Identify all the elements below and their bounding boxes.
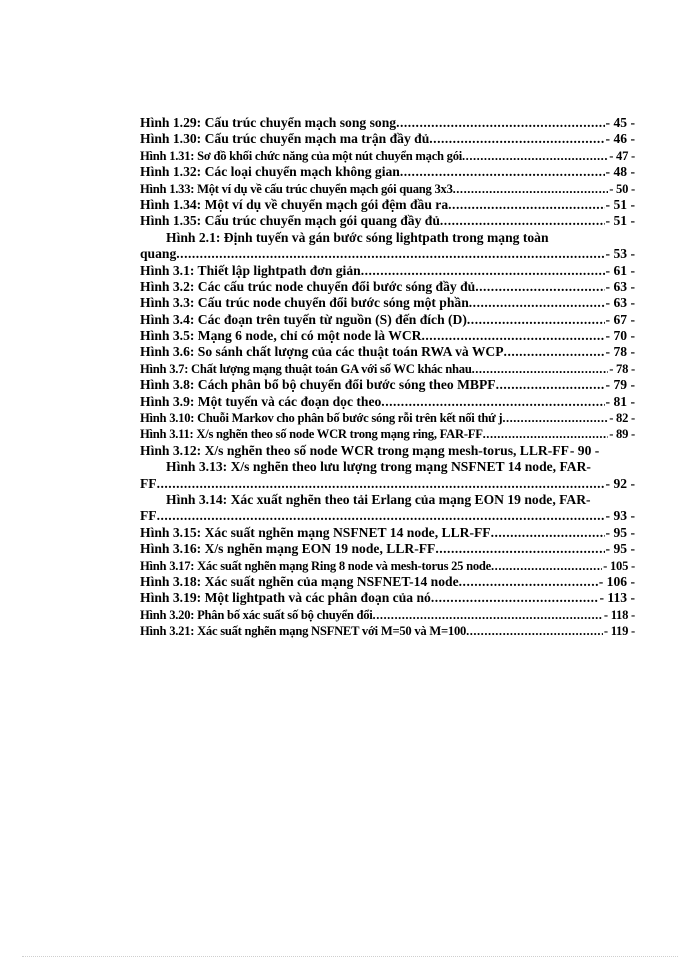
toc-entry[interactable] (140, 295, 635, 311)
entry-page: - 78 - (609, 361, 635, 376)
dot-leader (396, 115, 604, 131)
entry-title: Hình 3.8: Cách phân bổ bộ chuyển đổi bước sóng theo MBPF (140, 377, 496, 393)
page-bottom-border (22, 956, 678, 957)
entry-page: - 51 - (605, 196, 635, 212)
toc-entry-line-1[interactable] (140, 230, 635, 246)
entry-page: - 45 - (605, 115, 635, 130)
entry-page: - 47 - (609, 148, 635, 163)
entry-title: Hình 3.9: Một tuyến và các đoạn dọc theo (140, 393, 382, 409)
list-of-figures (140, 115, 635, 640)
entry-page: - 53 - (605, 246, 635, 262)
entry-title: Hình 3.6: So sánh chất lượng của các thuật toán RWA và WCP (140, 344, 504, 360)
dot-leader (469, 295, 605, 311)
entry-title: Hình 1.30: Cấu trúc chuyển mạch ma trận đầy đủ (140, 131, 430, 147)
entry-page: - 118 - (603, 607, 635, 622)
dot-leader (157, 508, 605, 524)
toc-entry[interactable] (140, 164, 635, 180)
entry-page: - 79 - (605, 377, 635, 393)
toc-entry[interactable] (140, 312, 635, 328)
toc-entry[interactable] (140, 213, 635, 229)
toc-entry-line-1[interactable] (140, 459, 635, 475)
entry-page: - 50 - (609, 181, 635, 196)
dot-leader (373, 607, 603, 623)
entry-page: - 46 - (605, 131, 635, 147)
dot-leader (502, 410, 608, 426)
toc-entry[interactable] (140, 328, 635, 344)
dot-leader (475, 279, 604, 295)
entry-page: - 119 - (603, 624, 635, 639)
entry-title: Hình 1.29: Cấu trúc chuyển mạch song song (140, 115, 397, 130)
toc-entry[interactable] (140, 394, 635, 410)
entry-title: Hình 3.4: Các đoạn trên tuyến từ nguồn (S) đến đích (D) (140, 311, 467, 327)
entry-page: - 67 - (605, 311, 635, 327)
dot-leader (483, 426, 609, 442)
dot-leader (491, 525, 605, 541)
toc-entry[interactable] (140, 525, 635, 541)
entry-title: Hình 3.1: Thiết lập lightpath đơn giản (140, 262, 361, 278)
entry-page: - 106 - (598, 573, 635, 589)
dot-leader (472, 361, 609, 377)
toc-entry[interactable] (140, 361, 635, 377)
entry-title: Hình 3.12: X/s nghẽn theo số node WCR trong mạng mesh-torus, LLR-FF (140, 442, 569, 458)
toc-entry-line-2[interactable] (140, 508, 635, 524)
dot-leader (504, 344, 605, 360)
entry-page: - 81 - (605, 393, 635, 409)
toc-entry[interactable] (140, 279, 635, 295)
entry-page: - 78 - (605, 344, 635, 360)
dot-leader (466, 623, 603, 639)
dot-leader (421, 328, 604, 344)
entry-title-continued: FF (140, 508, 157, 524)
entry-page: - 90 - (569, 442, 600, 458)
entry-title: Hình 3.5: Mạng 6 node, chỉ có một node là WCR (140, 328, 422, 344)
toc-entry[interactable] (140, 426, 635, 442)
entry-page: - 95 - (605, 541, 635, 557)
entry-title: Hình 1.34: Một ví dụ về chuyển mạch gói đệm đầu ra (140, 196, 449, 212)
dot-leader (361, 263, 605, 279)
entry-page: - 63 - (605, 295, 635, 311)
entry-title: Hình 3.10: Chuỗi Markov cho phân bố bước sóng rỗi trên kết nối thứ j (140, 411, 503, 426)
toc-entry[interactable] (140, 574, 635, 590)
entry-page: - 51 - (605, 213, 635, 229)
entry-page: - 48 - (605, 164, 635, 180)
toc-entry[interactable] (140, 607, 635, 623)
dot-leader (453, 181, 609, 197)
dot-leader (440, 213, 605, 229)
entry-title: Hình 1.35: Cấu trúc chuyển mạch gói quang đầy đủ (140, 213, 440, 229)
toc-entry[interactable] (140, 443, 635, 459)
entry-page: - 82 - (609, 411, 635, 426)
toc-entry[interactable] (140, 131, 635, 147)
dot-leader (429, 131, 604, 147)
entry-page: - 89 - (609, 427, 635, 442)
dot-leader (467, 312, 605, 328)
toc-entry-line-1[interactable] (140, 492, 635, 508)
dot-leader (462, 148, 608, 164)
dot-leader (431, 590, 599, 606)
dot-leader (400, 164, 605, 180)
entry-title: Hình 3.20: Phân bố xác suất số bộ chuyển đổi (140, 607, 373, 622)
entry-title: Hình 3.3: Cấu trúc node chuyển đổi bước sóng một phần (140, 295, 469, 311)
entry-title: Hình 3.7: Chất lượng mạng thuật toán GA với số WC khác nhau (140, 361, 472, 376)
entry-page: - 92 - (605, 475, 635, 491)
entry-page: - 70 - (605, 328, 635, 344)
entry-title: Hình 1.31: Sơ đồ khối chức năng của một nút chuyển mạch gói (140, 148, 463, 163)
dot-leader (491, 558, 602, 574)
entry-title: Hình 3.14: Xác xuất nghẽn theo tải Erlang của mạng EON 19 node, FAR- (166, 491, 591, 507)
toc-entry[interactable] (140, 590, 635, 606)
entry-title-continued: quang (140, 246, 177, 262)
dot-leader (157, 476, 605, 492)
entry-title: Hình 3.18: Xác suất nghẽn của mạng NSFNET-14 node (140, 573, 459, 589)
toc-entry[interactable] (140, 410, 635, 426)
toc-entry[interactable] (140, 115, 635, 131)
toc-entry-line-2[interactable] (140, 246, 635, 262)
entry-title: Hình 3.13: X/s nghẽn theo lưu lượng trong mạng NSFNET 14 node, FAR- (166, 459, 591, 475)
toc-entry[interactable] (140, 148, 635, 164)
dot-leader (435, 541, 604, 557)
entry-page: - 63 - (605, 278, 635, 294)
toc-entry[interactable] (140, 623, 635, 639)
toc-entry[interactable] (140, 541, 635, 557)
entry-title: Hình 2.1: Định tuyến và gán bước sóng lightpath trong mạng toàn (166, 229, 549, 245)
toc-entry[interactable] (140, 197, 635, 213)
toc-entry[interactable] (140, 263, 635, 279)
dot-leader (496, 377, 605, 393)
toc-entry[interactable] (140, 377, 635, 393)
entry-page: - 93 - (605, 508, 635, 524)
toc-entry[interactable] (140, 181, 635, 197)
entry-page: - 113 - (599, 590, 635, 606)
dot-leader (448, 197, 604, 213)
entry-title: Hình 3.19: Một lightpath và các phân đoạn của nó (140, 590, 431, 606)
toc-entry-line-2[interactable] (140, 476, 635, 492)
entry-title: Hình 3.2: Các cấu trúc node chuyển đổi bước sóng đầy đủ (140, 278, 476, 294)
entry-title: Hình 3.15: Xác suất nghẽn mạng NSFNET 14 node, LLR-FF (140, 524, 491, 540)
dot-leader (459, 574, 598, 590)
entry-title: Hình 3.21: Xác suất nghẽn mạng NSFNET với M=50 và M=100 (140, 624, 467, 639)
toc-entry[interactable] (140, 558, 635, 574)
entry-title: Hình 1.32: Các loại chuyển mạch không gian (140, 164, 400, 180)
dot-leader (381, 394, 604, 410)
entry-page: - 61 - (605, 262, 635, 278)
toc-entry[interactable] (140, 344, 635, 360)
entry-page: - 95 - (605, 524, 635, 540)
entry-title: Hình 1.33: Một ví dụ về cấu trúc chuyển mạch gói quang 3x3 (140, 181, 453, 196)
entry-title: Hình 3.17: Xác suất nghẽn mạng Ring 8 node và mesh-torus 25 node (140, 558, 492, 573)
dot-leader (176, 246, 604, 262)
entry-page: - 105 - (603, 558, 635, 573)
entry-title-continued: FF (140, 475, 157, 491)
entry-title: Hình 3.16: X/s nghẽn mạng EON 19 node, LLR-FF (140, 541, 436, 557)
entry-title: Hình 3.11: X/s nghẽn theo số node WCR trong mạng ring, FAR-FF (140, 427, 483, 442)
